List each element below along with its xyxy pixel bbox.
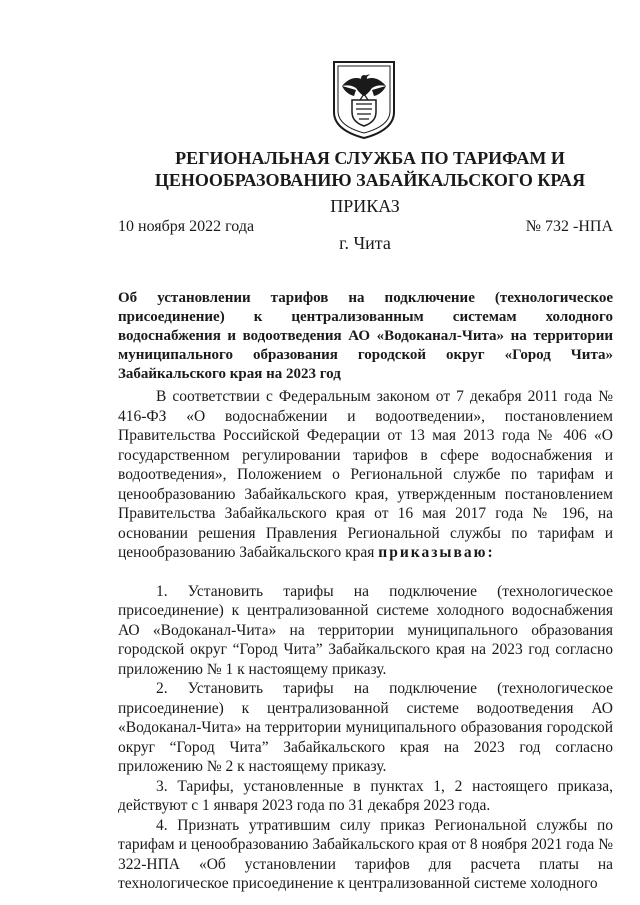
organization-title-line-2: ЦЕНООБРАЗОВАНИЮ ЗАБАЙКАЛЬСКОГО КРАЯ [154,170,586,190]
order-item-1: 1. Установить тарифы на подключение (технологическое присоединение) к централизованной системе холодного водоснабжения АО «Водоканал-Чита» на территории муниципального образования городской округ “Город Чита” Забайкальского края на 2023 год согласно приложению № 1 к настоящему приказу. [118,582,613,678]
order-body [118,387,613,894]
order-subject: Об установлении тарифов на подключение (технологическое присоединение) к централизованным системам холодного водоснабжения и водоотведения АО «Водоканал-Чита» на территории муниципального образования городской округ «Город Чита» Забайкальского края на 2023 год [118,290,613,382]
preamble-paragraph [118,387,613,563]
organization-title-line-1: РЕГИОНАЛЬНАЯ СЛУЖБА ПО ТАРИФАМ И [175,148,565,168]
order-city: г. Чита [339,233,391,253]
order-directive: приказываю [378,544,488,561]
order-date: 10 ноября 2022 года [118,218,255,235]
preamble-text: В соответствии с Федеральным законом от 7 декабря 2011 года № 416-ФЗ «О водоснабжении и водоотведении», постановлением Правительства Российской Федерации от 13 мая 2013 года № 406 «О государственном регулировании тарифов в сфере водоснабжения и водоотведения», Положением о Региональной службе по тарифам и ценообразованию Забайкальского края, утвержденным постановлением Правительства Забайкальского края от 16 мая 2017 года № 196, на основании решения Правления Региональной службы по тарифам и ценообразованию Забайкальского края [118,388,613,561]
order-item-3: 3. Тарифы, установленные в пунктах 1, 2 настоящего приказа, действуют с 1 января 2023 года по 31 декабря 2023 года. [118,777,613,814]
order-directive-colon: : [487,544,493,561]
organization-title [100,147,640,191]
coat-of-arms-emblem [330,60,398,140]
order-heading: ПРИКАЗ [330,196,400,216]
order-number: № 732 -НПА [525,218,613,235]
order-item-4: 4. Признать утратившим силу приказ Региональной службы по тарифам и ценообразованию Забайкальского края от 8 ноября 2021 года № 322-НПА «Об установлении тарифов для расчета платы на технологическое присоединение к централизованной системе холодного [118,816,613,892]
order-item-2: 2. Установить тарифы на подключение (технологическое присоединение) к централизованной системе водоотведения АО «Водоканал-Чита» на территории муниципального образования городской округ “Город Чита” Забайкальского края на 2023 год согласно приложению № 2 к настоящему приказу. [118,680,613,775]
